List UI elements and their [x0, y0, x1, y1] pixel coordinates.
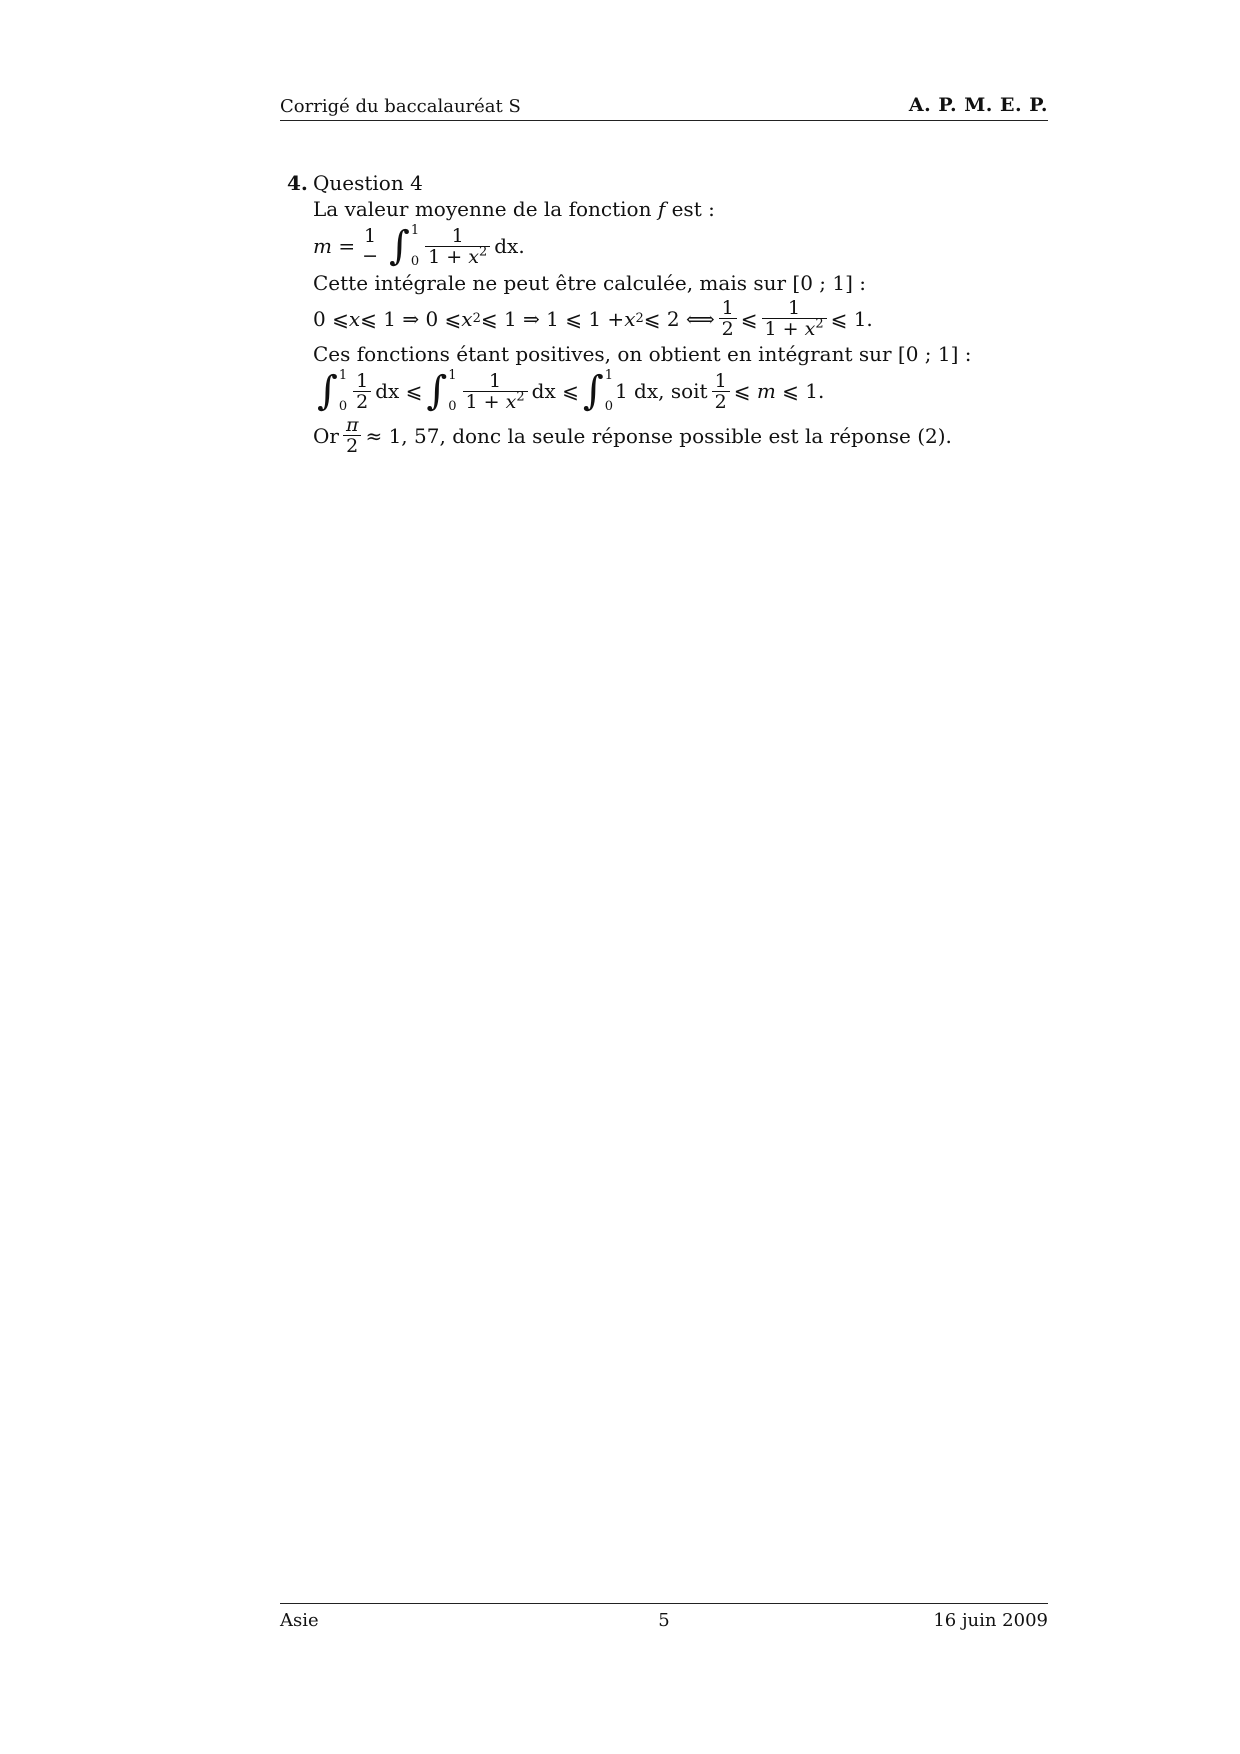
fraction: $\frac{1}{2}$: [353, 371, 371, 412]
page-number: 5: [658, 1610, 670, 1631]
question-block: [287, 170, 1053, 458]
page-header: [280, 92, 1048, 121]
fraction: $\frac{1}{2}$: [712, 371, 730, 412]
header-title: Corrigé du baccalauréat S: [280, 96, 521, 117]
fraction: $\frac{1}{1 + x^2}$: [762, 298, 827, 339]
footer-rule: [280, 1603, 1048, 1605]
header-org: A. P. M. E. P.: [908, 94, 1048, 116]
footer-location: Asie: [280, 1610, 319, 1631]
fraction: $\frac{\pi}{2}$: [343, 415, 362, 456]
integral-bounds: ∫ 1 0 $\frac{1}{2}$ dx ⩽ ∫ 1 0 $\frac{1}{1 + x^2}$ dx ⩽ ∫ 1 0 1 dx, soit $\frac{1}{2}$ ⩽ m ⩽ 1.: [317, 368, 825, 414]
integral-sign: ∫ 1 0: [317, 368, 348, 414]
mean-value-sentence: La valeur moyenne de la fonction f est :: [313, 197, 715, 221]
question-number: 4.: [287, 171, 308, 195]
positivity-remark: Ces fonctions étant positives, on obtient en intégrant sur [0 ; 1] :: [313, 342, 972, 366]
fraction: $\frac{1}{1 + x^2}$: [463, 371, 528, 412]
integral-remark: Cette intégrale ne peut être calculée, mais sur [0 ; 1] :: [313, 271, 867, 295]
mean-value-equation: m = 1 − ∫ 1 0 $\frac{1}{1 + x^2}$ dx.: [313, 223, 525, 269]
question-title: Question 4: [313, 171, 423, 195]
fraction: 1 −: [362, 225, 379, 267]
fraction: $\frac{1}{1 + x^2}$: [425, 226, 490, 267]
integral-sign: ∫ 1 0: [582, 368, 613, 414]
fraction: $\frac{1}{2}$: [719, 298, 737, 339]
inequality-chain: 0 ⩽ x ⩽ 1 ⇒ 0 ⩽ x 2 ⩽ 1 ⇒ 1 ⩽ 1 + x 2 ⩽ 2 ⟺ $\frac{1}{2}$ ⩽ $\frac{1}{1 + x^2}$ ⩽ 1.: [313, 297, 873, 340]
conclusion: Or $\frac{\pi}{2}$ ≈ 1, 57, donc la seule réponse possible est la réponse (2).: [313, 414, 952, 457]
footer-date: 16 juin 2009: [933, 1610, 1048, 1631]
integral-sign: ∫ 1 0: [389, 223, 420, 269]
integral-sign: ∫ 1 0: [426, 368, 457, 414]
